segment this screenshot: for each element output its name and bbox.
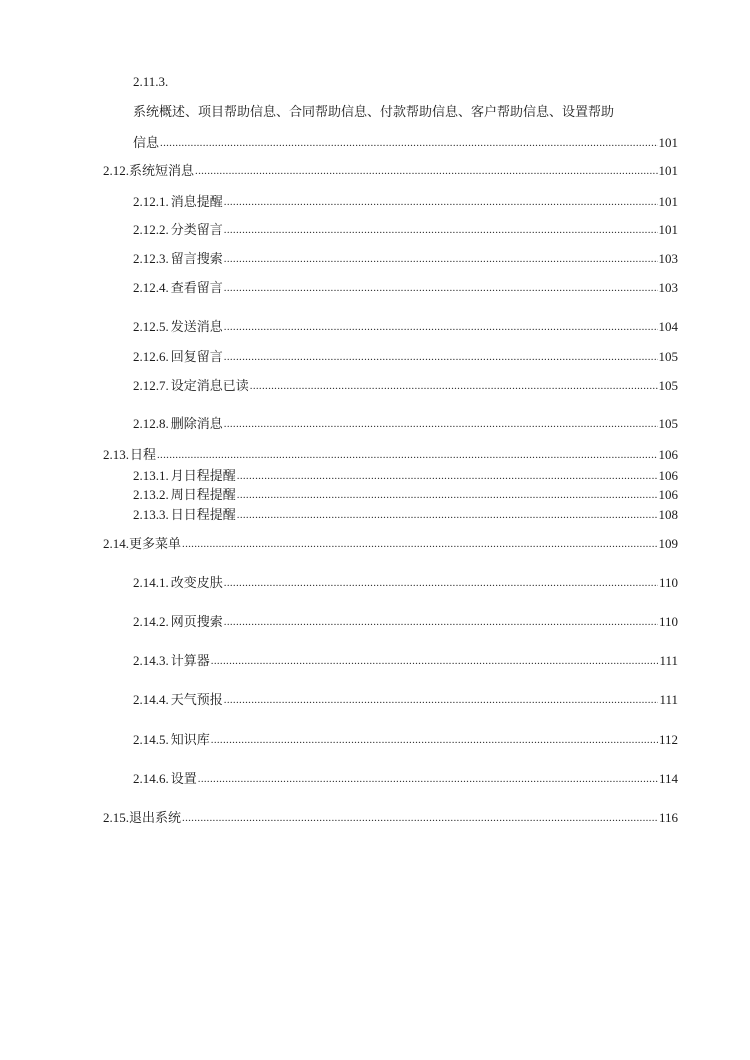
toc-entry-2-12-6[interactable] <box>133 346 678 365</box>
toc-leader <box>224 222 658 237</box>
toc-entry-2-12-2[interactable] <box>133 219 678 238</box>
toc-title: 退出系统 <box>129 811 182 826</box>
toc-number: 2.14.2. <box>133 614 169 629</box>
toc-title: 留言搜索 <box>170 252 223 267</box>
toc-leader <box>198 771 658 786</box>
toc-leader <box>182 810 658 825</box>
toc-page-number: 106 <box>658 487 678 502</box>
toc-leader <box>224 692 659 707</box>
toc-page-number: 105 <box>658 349 678 364</box>
toc-entry-2-15[interactable] <box>103 807 678 826</box>
toc-entry-2-14-2[interactable] <box>133 611 678 630</box>
toc-title: 知识库 <box>170 733 210 748</box>
toc-number: 2.12.3. <box>133 251 169 266</box>
toc-leader <box>211 653 659 668</box>
toc-page-number: 110 <box>658 575 678 590</box>
toc-leader <box>224 349 658 364</box>
toc-title: 网页搜索 <box>170 615 223 630</box>
toc-entry-2-12[interactable] <box>103 160 678 179</box>
toc-title: 删除消息 <box>170 417 223 432</box>
toc-entry-2-12-8[interactable] <box>133 413 678 432</box>
toc-entry-2-13[interactable] <box>103 444 678 463</box>
toc-title: 分类留言 <box>170 223 223 238</box>
toc-leader <box>211 732 658 747</box>
toc-number: 2.14.3. <box>133 653 169 668</box>
toc-title: 天气预报 <box>170 693 223 708</box>
toc-title: 系统短消息 <box>129 164 195 179</box>
toc-title: 设定消息已读 <box>170 379 249 394</box>
toc-entry-2-12-4[interactable] <box>133 277 678 296</box>
toc-number: 2.12.1. <box>133 194 169 209</box>
toc-number: 2.14. <box>103 536 129 551</box>
toc-number: 2.15. <box>103 810 129 825</box>
toc-page-number: 108 <box>658 507 678 522</box>
toc-title: 日日程提醒 <box>170 508 236 523</box>
toc-page-number: 101 <box>658 135 678 150</box>
toc-entry-2-14-6[interactable] <box>133 768 678 787</box>
toc-title: 日程 <box>129 448 156 463</box>
toc-title: 周日程提醒 <box>170 488 236 503</box>
toc-entry-2-13-3[interactable] <box>133 504 678 523</box>
toc-leader <box>224 416 658 431</box>
toc-page-number: 103 <box>658 280 678 295</box>
toc-number: 2.12.6. <box>133 349 169 364</box>
toc-page-number: 101 <box>658 194 678 209</box>
toc-entry-2-12-7[interactable] <box>133 375 678 394</box>
toc-leader <box>182 536 657 551</box>
toc-number: 2.12.8. <box>133 416 169 431</box>
toc-page-number: 116 <box>658 810 678 825</box>
toc-page-number: 101 <box>658 163 678 178</box>
toc-page-number: 103 <box>658 251 678 266</box>
toc-leader <box>157 447 658 462</box>
toc-number: 2.14.6. <box>133 771 169 786</box>
toc-number: 2.13.1. <box>133 468 169 483</box>
toc-title: 改变皮肤 <box>170 576 223 591</box>
toc-leader <box>250 378 658 393</box>
toc-number: 2.13. <box>103 447 129 462</box>
toc-number: 2.14.5. <box>133 732 169 747</box>
toc-leader <box>224 251 658 266</box>
toc-page-number: 114 <box>658 771 678 786</box>
toc-page-number: 112 <box>658 732 678 747</box>
toc-leader <box>195 163 657 178</box>
toc-entry-2-13-2[interactable] <box>133 484 678 503</box>
toc-entry-2-14-5[interactable] <box>133 729 678 748</box>
toc-page-number: 106 <box>658 447 678 462</box>
toc-page-number: 110 <box>658 614 678 629</box>
toc-leader <box>237 507 658 522</box>
toc-number: 2.13.2. <box>133 487 169 502</box>
toc-leader <box>237 487 658 502</box>
toc-entry-2-12-1[interactable] <box>133 191 678 210</box>
toc-entry-2-14-1[interactable] <box>133 572 678 591</box>
toc-entry-2-14[interactable] <box>103 533 678 552</box>
toc-entry-2-12-5[interactable] <box>133 316 678 335</box>
toc-page-number: 104 <box>658 319 678 334</box>
toc-title: 回复留言 <box>170 350 223 365</box>
toc-leader <box>224 319 658 334</box>
toc-entry-2-14-3[interactable] <box>133 650 678 669</box>
toc-number: 2.12.5. <box>133 319 169 334</box>
toc-page-number: 109 <box>658 536 678 551</box>
toc-leader <box>224 280 658 295</box>
toc-number: 2.12. <box>103 163 129 178</box>
toc-entry-2-14-4[interactable] <box>133 689 678 708</box>
toc-title: 计算器 <box>170 654 210 669</box>
toc-number: 2.13.3. <box>133 507 169 522</box>
toc-leader <box>224 614 658 629</box>
toc-title: 发送消息 <box>170 320 223 335</box>
toc-number: 2.12.2. <box>133 222 169 237</box>
toc-page-number: 105 <box>658 378 678 393</box>
toc-page-number: 111 <box>659 653 678 668</box>
toc-leader <box>224 194 658 209</box>
toc-title: 查看留言 <box>170 281 223 296</box>
toc-leader <box>160 135 657 150</box>
toc-number: 2.12.4. <box>133 280 169 295</box>
toc-page-number: 101 <box>658 222 678 237</box>
toc-number: 2.14.4. <box>133 692 169 707</box>
toc-number-2-11-3: 2.11.3. <box>133 74 169 89</box>
toc-leader <box>224 575 658 590</box>
toc-leader <box>237 468 658 483</box>
toc-title: 设置 <box>170 772 197 787</box>
toc-entry-2-13-1[interactable] <box>133 465 678 484</box>
toc-entry-2-12-3[interactable] <box>133 248 678 267</box>
toc-title-2-11-3-line1: 系统概述、项目帮助信息、合同帮助信息、付款帮助信息、客户帮助信息、设置帮助 <box>133 105 615 120</box>
toc-title: 消息提醒 <box>170 195 223 210</box>
toc-title-2-11-3-line2: 信息 <box>133 136 160 151</box>
toc-title: 月日程提醒 <box>170 469 236 484</box>
toc-page-number: 111 <box>659 692 678 707</box>
toc-title: 更多菜单 <box>129 537 182 552</box>
toc-page-number: 106 <box>658 468 678 483</box>
toc-number: 2.12.7. <box>133 378 169 393</box>
toc-entry-2-11-3[interactable] <box>133 132 678 151</box>
toc-page-number: 105 <box>658 416 678 431</box>
toc-number: 2.14.1. <box>133 575 169 590</box>
